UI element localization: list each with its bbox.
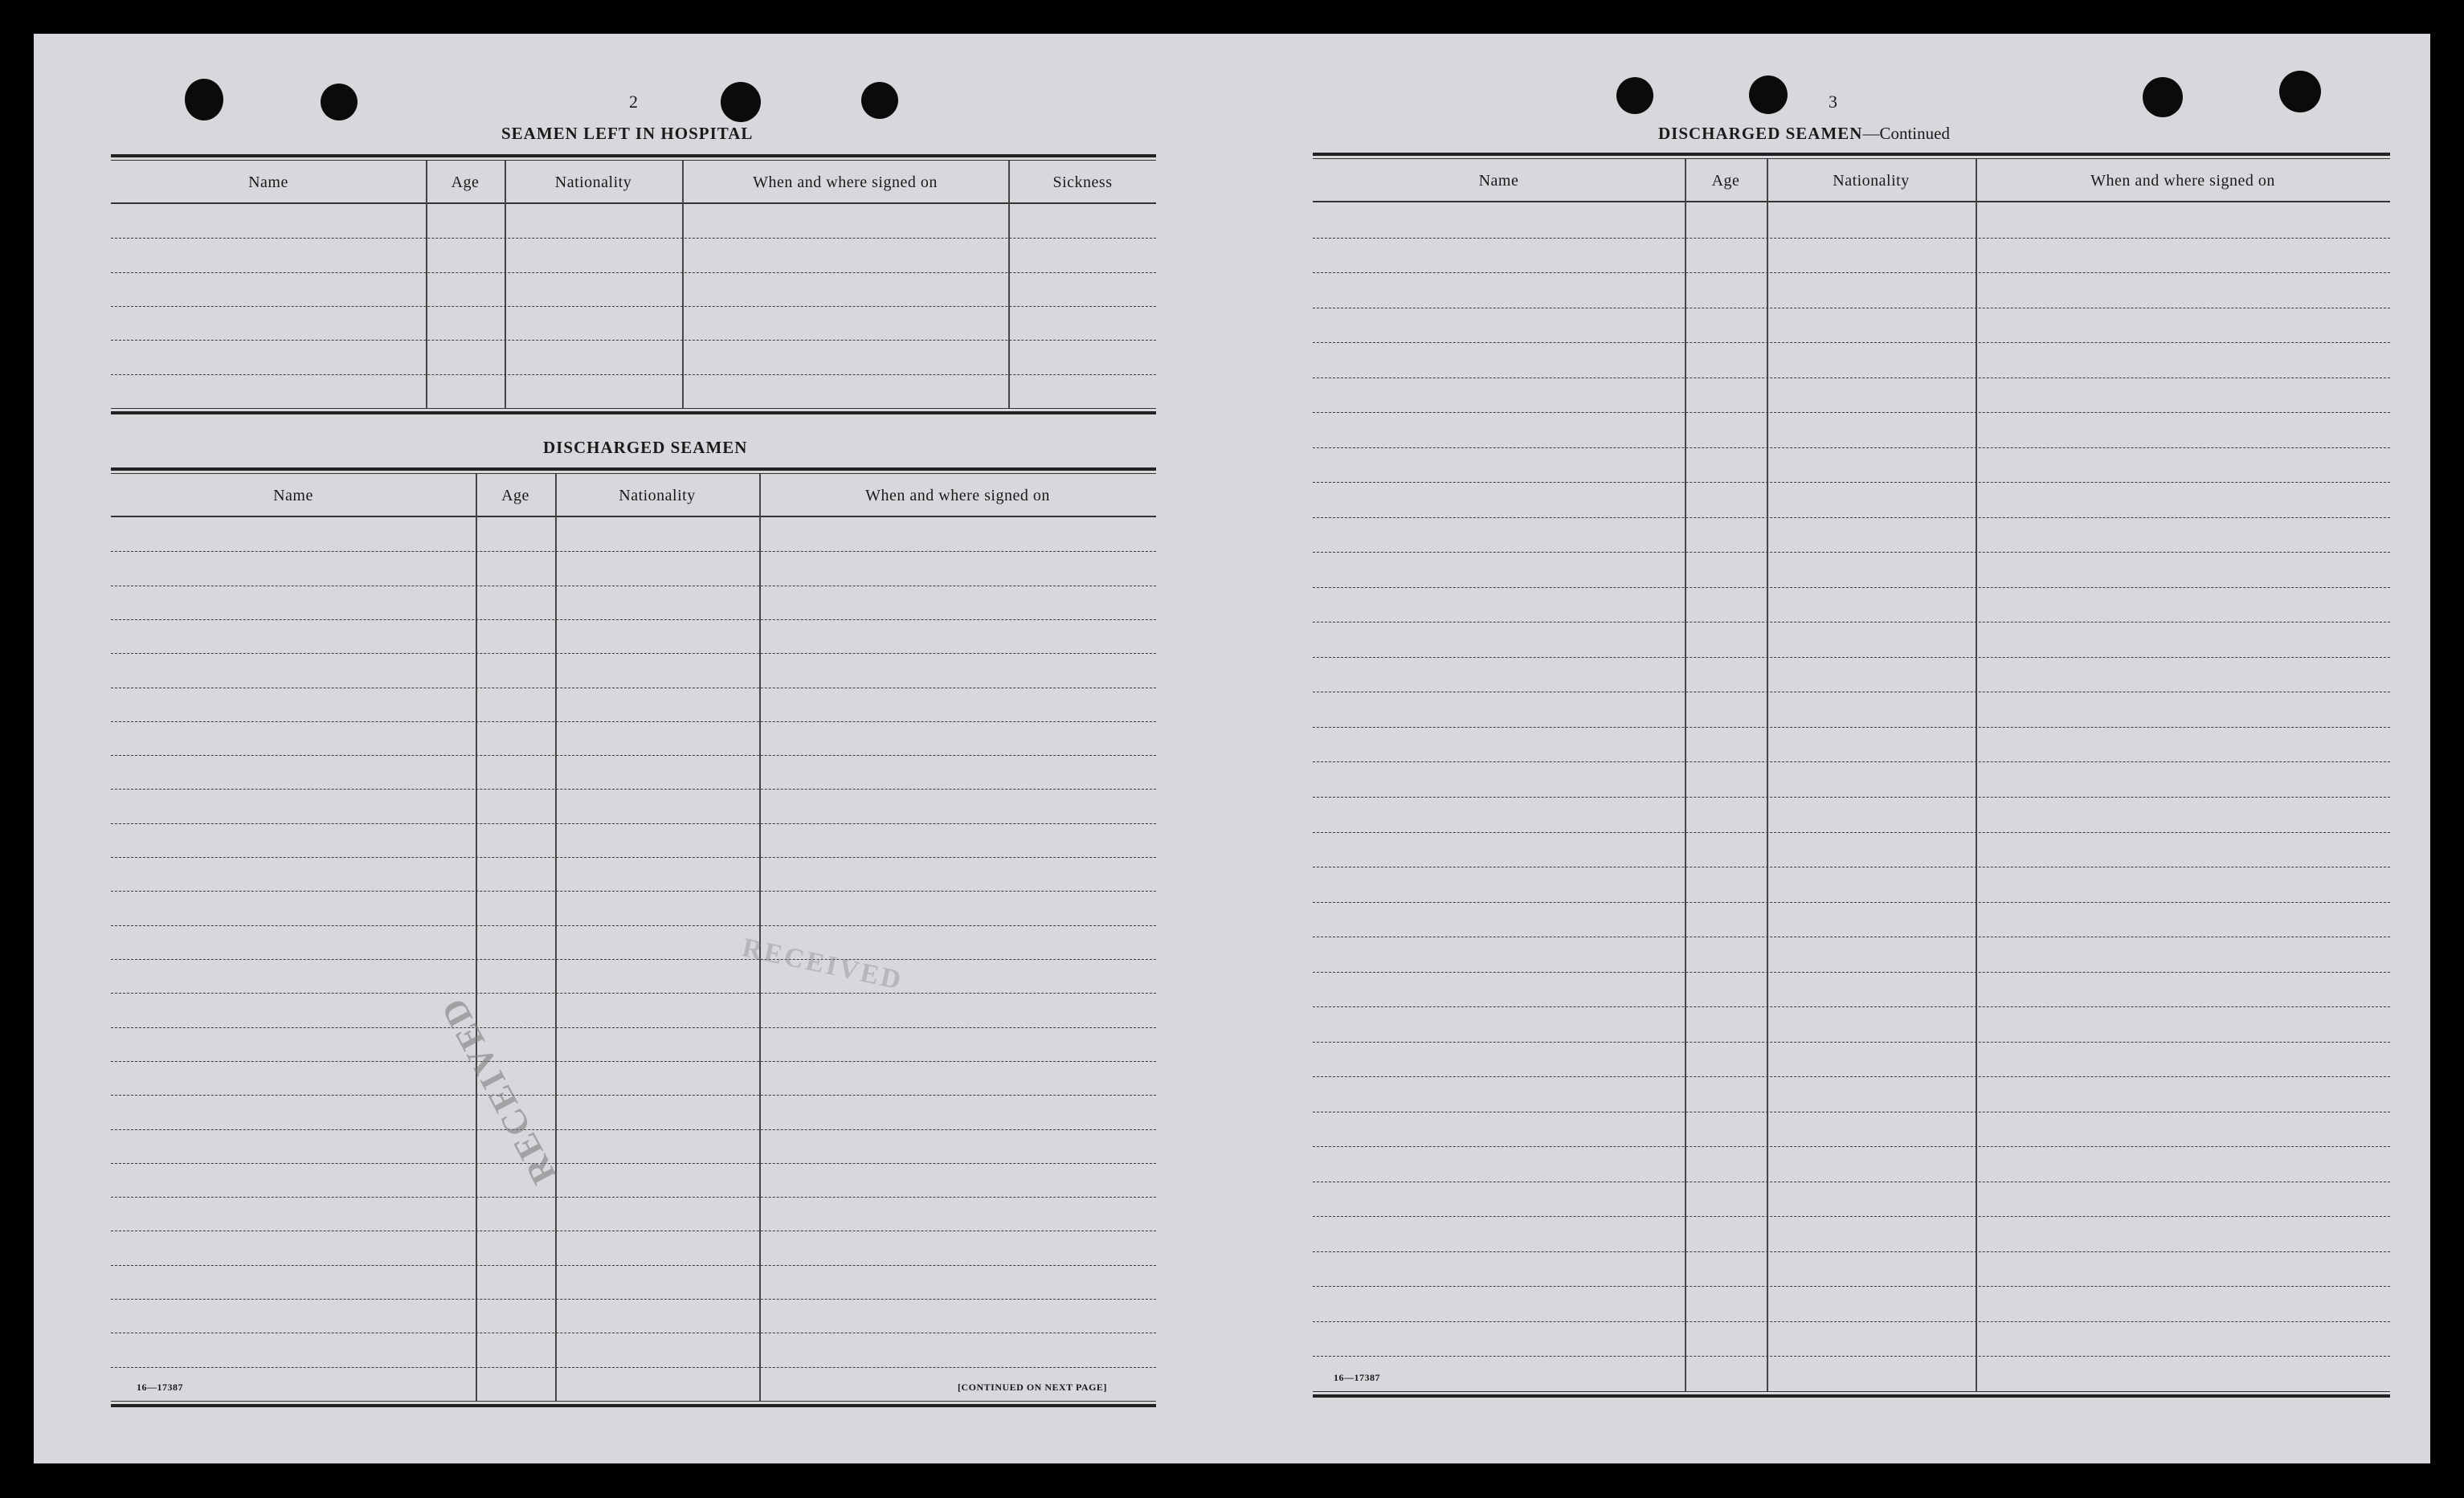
document-sheet [34, 34, 2430, 1463]
table-row [111, 238, 1156, 239]
column-header: When and where signed on [865, 486, 1050, 504]
punch-hole [2279, 71, 2321, 112]
punch-hole [1749, 76, 1788, 114]
table-row [111, 857, 1156, 858]
table-row [1313, 902, 2390, 903]
table-row [111, 619, 1156, 620]
table-row [111, 755, 1156, 756]
column-header: Nationality [1833, 171, 1910, 190]
table-bottom-rule [111, 1404, 1156, 1407]
table-row [111, 993, 1156, 994]
column-divider [682, 161, 684, 408]
table-header-line [111, 516, 1156, 517]
table-row [1313, 1251, 2390, 1252]
table-top-rule [111, 467, 1156, 471]
table-bottom-rule [1313, 1394, 2390, 1398]
table-row [1313, 552, 2390, 553]
table-bottom-rule-thin [111, 408, 1156, 409]
column-divider [1767, 159, 1768, 1391]
table-row [1313, 657, 2390, 658]
column-header: Age [451, 173, 480, 191]
column-header: Name [248, 173, 288, 191]
hospital-table [111, 154, 1156, 419]
hospital-section-title: SEAMEN LEFT IN HOSPITAL [501, 124, 754, 143]
table-row [111, 1095, 1156, 1096]
table-row [111, 1299, 1156, 1300]
table-top-rule-thin [111, 473, 1156, 474]
column-divider [505, 161, 506, 408]
table-bottom-rule-thin [1313, 1391, 2390, 1392]
page-number-right: 3 [1829, 92, 1837, 112]
table-row [1313, 727, 2390, 728]
column-divider [426, 161, 427, 408]
table-row [111, 1061, 1156, 1062]
discharged-section-title: DISCHARGED SEAMEN [543, 438, 748, 457]
table-row [1313, 1076, 2390, 1077]
table-row [1313, 1042, 2390, 1043]
table-row [111, 1027, 1156, 1028]
table-row [1313, 587, 2390, 588]
column-divider [1976, 159, 1977, 1391]
column-header: Name [1478, 171, 1519, 190]
table-row [1313, 238, 2390, 239]
discharged-continued-table [1313, 153, 2390, 1401]
column-header: Nationality [554, 173, 632, 191]
page-number-left: 2 [629, 92, 638, 112]
column-header: Age [1711, 171, 1740, 190]
table-row [1313, 1146, 2390, 1147]
received-stamp: RECEIVED [432, 990, 564, 1191]
column-divider [555, 474, 557, 1401]
punch-hole [2143, 77, 2183, 117]
column-header: Name [273, 486, 313, 504]
table-row [1313, 761, 2390, 762]
punch-hole [185, 79, 223, 120]
table-row [111, 653, 1156, 654]
table-row [1313, 1006, 2390, 1007]
discharged-table [111, 467, 1156, 1409]
discharged-continued-suffix: —Continued [1862, 124, 1950, 143]
column-divider [1008, 161, 1010, 408]
table-row [111, 1197, 1156, 1198]
table-bottom-rule-thin [111, 1401, 1156, 1402]
table-row [1313, 972, 2390, 973]
form-number-right: 16—17387 [1334, 1372, 1380, 1383]
punch-hole [321, 84, 358, 120]
table-row [1313, 1321, 2390, 1322]
table-row [111, 925, 1156, 926]
table-row [111, 374, 1156, 375]
punch-hole [1616, 77, 1653, 114]
column-divider [476, 474, 477, 1401]
table-row [111, 789, 1156, 790]
table-row [1313, 517, 2390, 518]
table-bottom-rule [111, 411, 1156, 414]
column-header: When and where signed on [753, 173, 938, 191]
column-header: Sickness [1052, 173, 1113, 191]
table-row [1313, 1216, 2390, 1217]
table-row [111, 551, 1156, 552]
table-header-line [1313, 201, 2390, 202]
table-row [111, 1265, 1156, 1266]
table-row [111, 721, 1156, 722]
column-header: Nationality [619, 486, 696, 504]
table-header-line [111, 202, 1156, 204]
table-row [1313, 797, 2390, 798]
table-row [111, 823, 1156, 824]
table-row [1313, 482, 2390, 483]
table-row [111, 959, 1156, 960]
column-divider [1685, 159, 1686, 1391]
table-top-rule [111, 154, 1156, 157]
discharged-continued-title [1658, 124, 1950, 144]
table-row [111, 340, 1156, 341]
table-row [111, 1163, 1156, 1164]
received-stamp-faint: RECEIVED [739, 933, 906, 996]
punch-hole [721, 82, 761, 122]
continued-note: [CONTINUED ON NEXT PAGE] [958, 1382, 1107, 1393]
table-row [1313, 272, 2390, 273]
table-top-rule-thin [111, 160, 1156, 161]
punch-hole [861, 82, 898, 119]
table-row [111, 272, 1156, 273]
table-row [111, 891, 1156, 892]
table-row [1313, 412, 2390, 413]
column-header: When and where signed on [2090, 171, 2275, 190]
table-row [111, 1367, 1156, 1368]
table-row [1313, 832, 2390, 833]
column-header: Age [501, 486, 529, 504]
table-top-rule-thin [1313, 158, 2390, 159]
table-row [1313, 342, 2390, 343]
table-row [1313, 447, 2390, 448]
table-row [111, 306, 1156, 307]
table-row [111, 1129, 1156, 1130]
table-top-rule [1313, 153, 2390, 156]
form-number-left: 16—17387 [137, 1382, 183, 1393]
table-row [1313, 1286, 2390, 1287]
discharged-continued-title-main: DISCHARGED SEAMEN [1658, 124, 1863, 143]
table-row [1313, 1356, 2390, 1357]
